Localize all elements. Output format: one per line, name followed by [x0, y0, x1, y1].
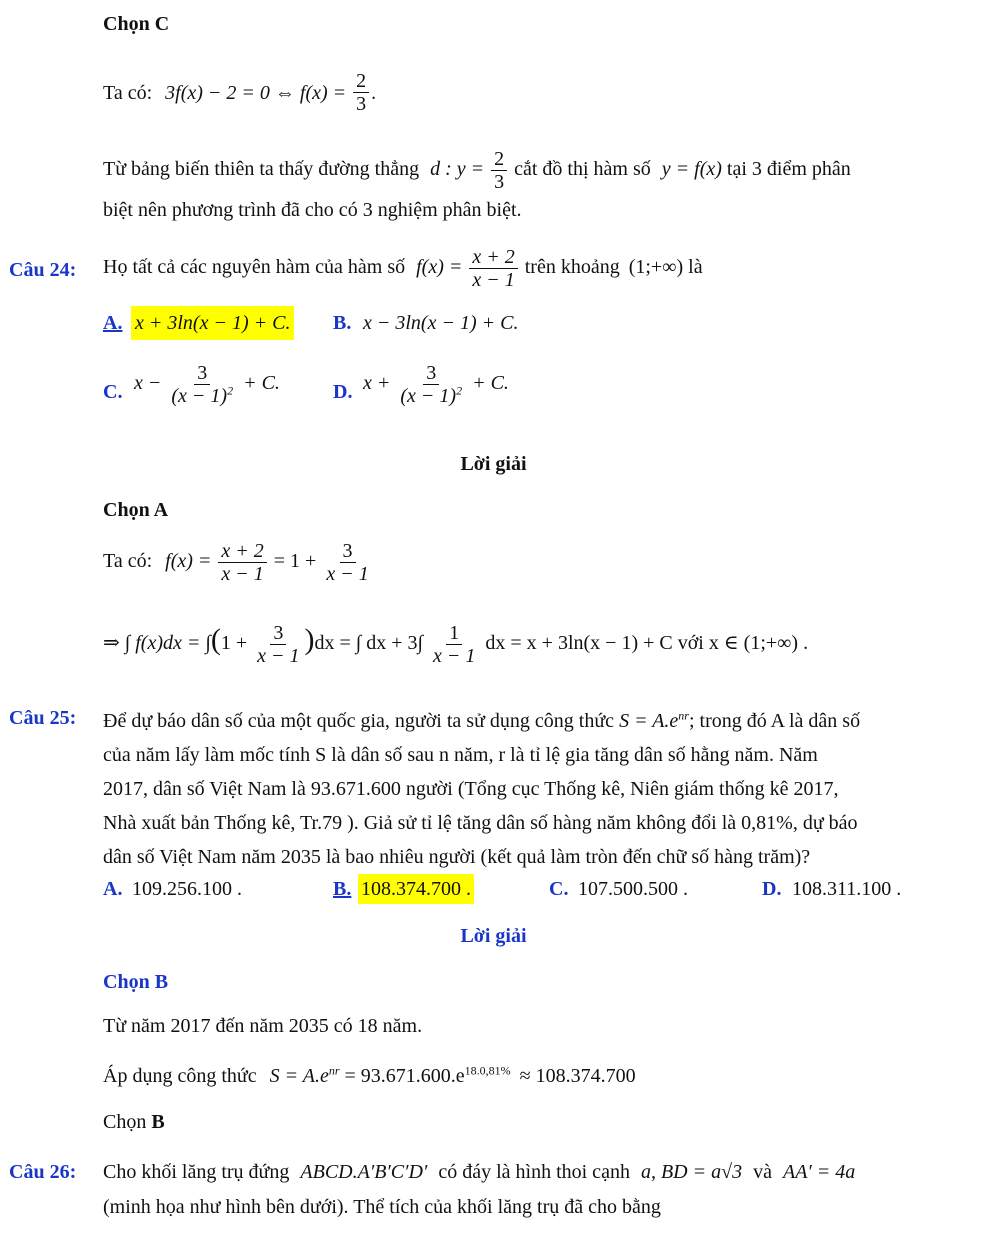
label-ta-co: Ta có:	[103, 82, 153, 105]
fraction-x-plus-2-over-x-minus-1: $\frac{x + 2}{x - 1}$	[469, 246, 517, 291]
question-25-label: Câu 25:	[9, 707, 77, 729]
option-b-label: B.	[333, 312, 352, 334]
q25-option-d-label: D.	[762, 878, 782, 900]
choice-heading-b-2: Chọn B	[103, 1111, 165, 1133]
solution-line-years: Từ năm 2017 đến năm 2035 có 18 năm.	[103, 1015, 423, 1037]
solution-line-2: Từ bảng biến thiên ta thấy đường thẳng d : y = $\frac{2}{3}$ cắt đồ thị hàm số y = f(x) tại 3 điểm phân	[103, 148, 851, 193]
equation-3fx: 3f(x) − 2 = 0 ⇔ f(x) =	[165, 82, 347, 105]
solution-line-1: Ta có: 3f(x) − 2 = 0 ⇔ f(x) = $\frac{2}{3}$ .	[103, 70, 377, 115]
option-d-label: D.	[333, 381, 353, 403]
q25-option-c-label: C.	[549, 878, 569, 900]
option-b-answer: x − 3ln(x − 1) + C.	[363, 312, 519, 334]
q25-option-a: 109.256.100 .	[132, 878, 242, 900]
solution-heading-2: Lời giải	[460, 925, 527, 947]
option-a-label: A.	[103, 312, 123, 334]
q25-option-d: 108.311.100 .	[792, 878, 902, 900]
option-c-answer: x − $\frac{3}{(x - 1)^2}$ + C.	[134, 362, 280, 407]
solution-line-4: Ta có: f(x) = $\frac{x + 2}{x - 1}$ = 1 + $\frac{3}{x - 1}$	[103, 540, 369, 585]
question-26-line-1: Cho khối lăng trụ đứng ABCD.A′B′C′D′ có đáy là hình thoi cạnh a, BD = a√3 và AA′ = 4a	[103, 1161, 856, 1183]
q25-option-b-highlighted: 108.374.700 .	[358, 874, 474, 904]
question-24-text: Họ tất cả các nguyên hàm của hàm số f(x) = $\frac{x + 2}{x - 1}$ trên khoảng (1;+∞) là	[103, 246, 703, 291]
choice-heading-a: Chọn A	[103, 499, 169, 521]
option-d-answer: x + $\frac{3}{(x - 1)^2}$ + C.	[363, 362, 509, 407]
solution-heading: Lời giải	[460, 453, 527, 475]
option-a-answer-highlighted: x + 3ln(x − 1) + C.	[131, 306, 294, 340]
q25-option-a-label: A.	[103, 878, 123, 900]
option-c-label: C.	[103, 381, 123, 403]
choice-heading-b: Chọn B	[103, 971, 169, 993]
choice-heading-c: Chọn C	[103, 13, 170, 35]
solution-line-3: biệt nên phương trình đã cho có 3 nghiệm phân biệt.	[103, 199, 522, 221]
integral-line: ⇒ ∫ f(x)dx = ∫(1 + $\frac{3}{x - 1}$ )dx = ∫ dx + 3∫ $\frac{1}{x - 1}$ dx = x + 3ln(x − 1) + C với x ∈ (1;+∞) .	[103, 622, 809, 667]
solution-line-formula: Áp dụng công thức $S = A.e^{nr} = 93.671.600.e^{18.0,81\%} \approx 108.374.700$	[103, 1063, 636, 1087]
fraction-two-thirds-2: $\frac{2}{3}$	[491, 148, 507, 193]
question-25-text: Để dự báo dân số của một quốc gia, người ta sử dụng công thức $S = A.e^{nr}$; trong đó A là dân số của năm lấy làm mốc tính S là dân số sau n năm, r là tỉ lệ gia tăng dân số hằng năm. Năm 2017, dân số Việt Nam là 93.671.600 người (Tổng cục Thống kê, Niên giám thống kê 2017, Nhà xuất bản Thống kê, Tr.79 ). Giả sử tỉ lệ tăng dân số hàng năm không đổi là 0,81%, dự báo dân số Việt Nam năm 2035 là bao nhiêu người (kết quả làm tròn đến chữ số hàng trăm)?	[103, 708, 861, 868]
question-26-label: Câu 26:	[9, 1161, 77, 1183]
q25-option-b-label: B.	[333, 878, 352, 900]
q25-option-c: 107.500.500 .	[578, 878, 688, 900]
question-26-line-2: (minh họa như hình bên dưới). Thể tích của khối lăng trụ đã cho bằng	[103, 1196, 661, 1218]
question-24-label: Câu 24:	[9, 259, 77, 281]
fraction-two-thirds: $\frac{2}{3}$	[353, 70, 369, 115]
